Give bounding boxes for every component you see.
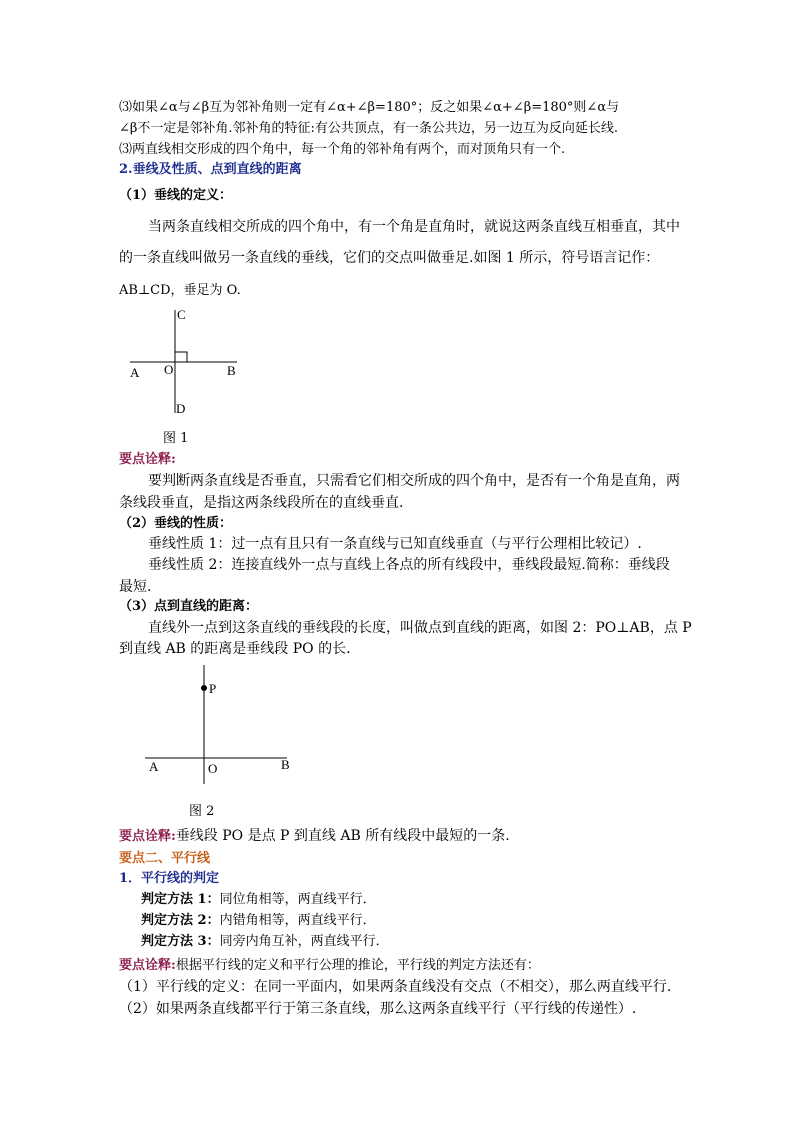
key-point-text: 垂线段 PO 是点 P 到直线 AB 所有线段中最短的一条.: [175, 828, 510, 844]
paragraph-line: （2）如果两条直线都平行于第三条直线，那么这两条直线平行（平行线的传递性）.: [119, 1001, 637, 1017]
paragraph-line: AB⊥CD，垂足为 O.: [119, 283, 241, 298]
method-3-text: 同旁内角互补，两直线平行．: [219, 934, 389, 949]
text-line-2: ∠β不一定是邻补角.邻补角的特征:有公共顶点，有一条公共边，另一边互为反向延长线.: [119, 121, 619, 136]
key-point-line: [119, 957, 540, 975]
method-2-label: 判定方法 2：: [141, 913, 220, 928]
key-point-line: [119, 827, 510, 846]
section-heading-parallel: 要点二、平行线: [119, 851, 211, 866]
method-3: [141, 933, 389, 951]
key-point-label: 要点诠释:: [119, 829, 176, 844]
subheading-distance: （3）点到直线的距离：: [119, 599, 259, 614]
paragraph-line: 垂线性质 1：过一点有且只有一条直线与已知直线垂直（与平行公理相比较记）.: [148, 536, 642, 552]
point-p: [201, 685, 207, 691]
paragraph-line: 当两条直线相交所成的四个角中，有一个角是直角时，就说这两条直线互相垂直，其中: [148, 219, 680, 235]
key-point-label: 要点诠释:: [119, 958, 176, 973]
label-a: A: [130, 365, 140, 380]
key-point-label: 要点诠释:: [119, 452, 176, 467]
subheading-parallel-criteria: 1．平行线的判定: [119, 871, 220, 886]
label-c: C: [177, 307, 186, 322]
figure-1-caption: 图 1: [163, 431, 189, 446]
method-3-label: 判定方法 3：: [141, 934, 220, 949]
paragraph-line: 的一条直线叫做另一条直线的垂线，它们的交点叫做垂足.如图 1 所示，符号语言记作：: [119, 250, 660, 266]
label-b: B: [281, 757, 290, 772]
method-1-text: 同位角相等，两直线平行．: [219, 892, 376, 907]
paragraph-line: 垂线性质 2：连接直线外一点与直线上各点的所有线段中，垂线段最短.简称：垂线段: [148, 557, 670, 573]
paragraph-line: 要判断两条直线是否垂直，只需看它们相交所成的四个角中，是否有一个角是直角，两: [148, 473, 680, 489]
label-o: O: [208, 761, 218, 776]
method-2-text: 内错角相等，两直线平行．: [219, 913, 376, 928]
figure-2-diagram: [140, 660, 300, 790]
figure-1-diagram: [120, 305, 260, 415]
paragraph-line: 到直线 AB 的距离是垂线段 PO 的长.: [119, 641, 351, 657]
paragraph-line: 直线外一点到这条直线的垂线段的长度，叫做点到直线的距离，如图 2：PO⊥AB，点 P: [148, 620, 692, 636]
label-b: B: [227, 363, 236, 378]
section-heading-2: 2.垂线及性质、点到直线的距离: [119, 162, 302, 177]
label-a: A: [149, 759, 159, 774]
paragraph-line: 条线段垂直，是指这两条线段所在的直线垂直.: [119, 495, 404, 511]
text-line-1: ⑶如果∠α与∠β互为邻补角则一定有∠α+∠β=180°；反之如果∠α+∠β=180°则∠α与: [119, 100, 620, 115]
paragraph-line: 最短.: [119, 579, 152, 595]
label-p: P: [209, 681, 217, 696]
text-line-3: ⑶两直线相交形成的四个角中，每一个角的邻补角有两个，而对顶角只有一个.: [119, 142, 566, 157]
subheading-properties: （2）垂线的性质：: [119, 516, 233, 531]
key-point-text: 根据平行线的定义和平行公理的推论，平行线的判定方法还有：: [175, 958, 540, 973]
method-1: [141, 891, 376, 909]
method-1-label: 判定方法 1：: [141, 892, 220, 907]
figure-2-caption: 图 2: [189, 804, 215, 819]
paragraph-line: （1）平行线的定义：在同一平面内，如果两条直线没有交点（不相交），那么两直线平行.: [119, 979, 672, 995]
method-2: [141, 912, 376, 930]
label-o: O: [164, 362, 174, 377]
subheading-definition: （1）垂线的定义：: [119, 188, 233, 203]
right-angle-mark: [175, 352, 187, 362]
label-d: D: [176, 401, 186, 416]
